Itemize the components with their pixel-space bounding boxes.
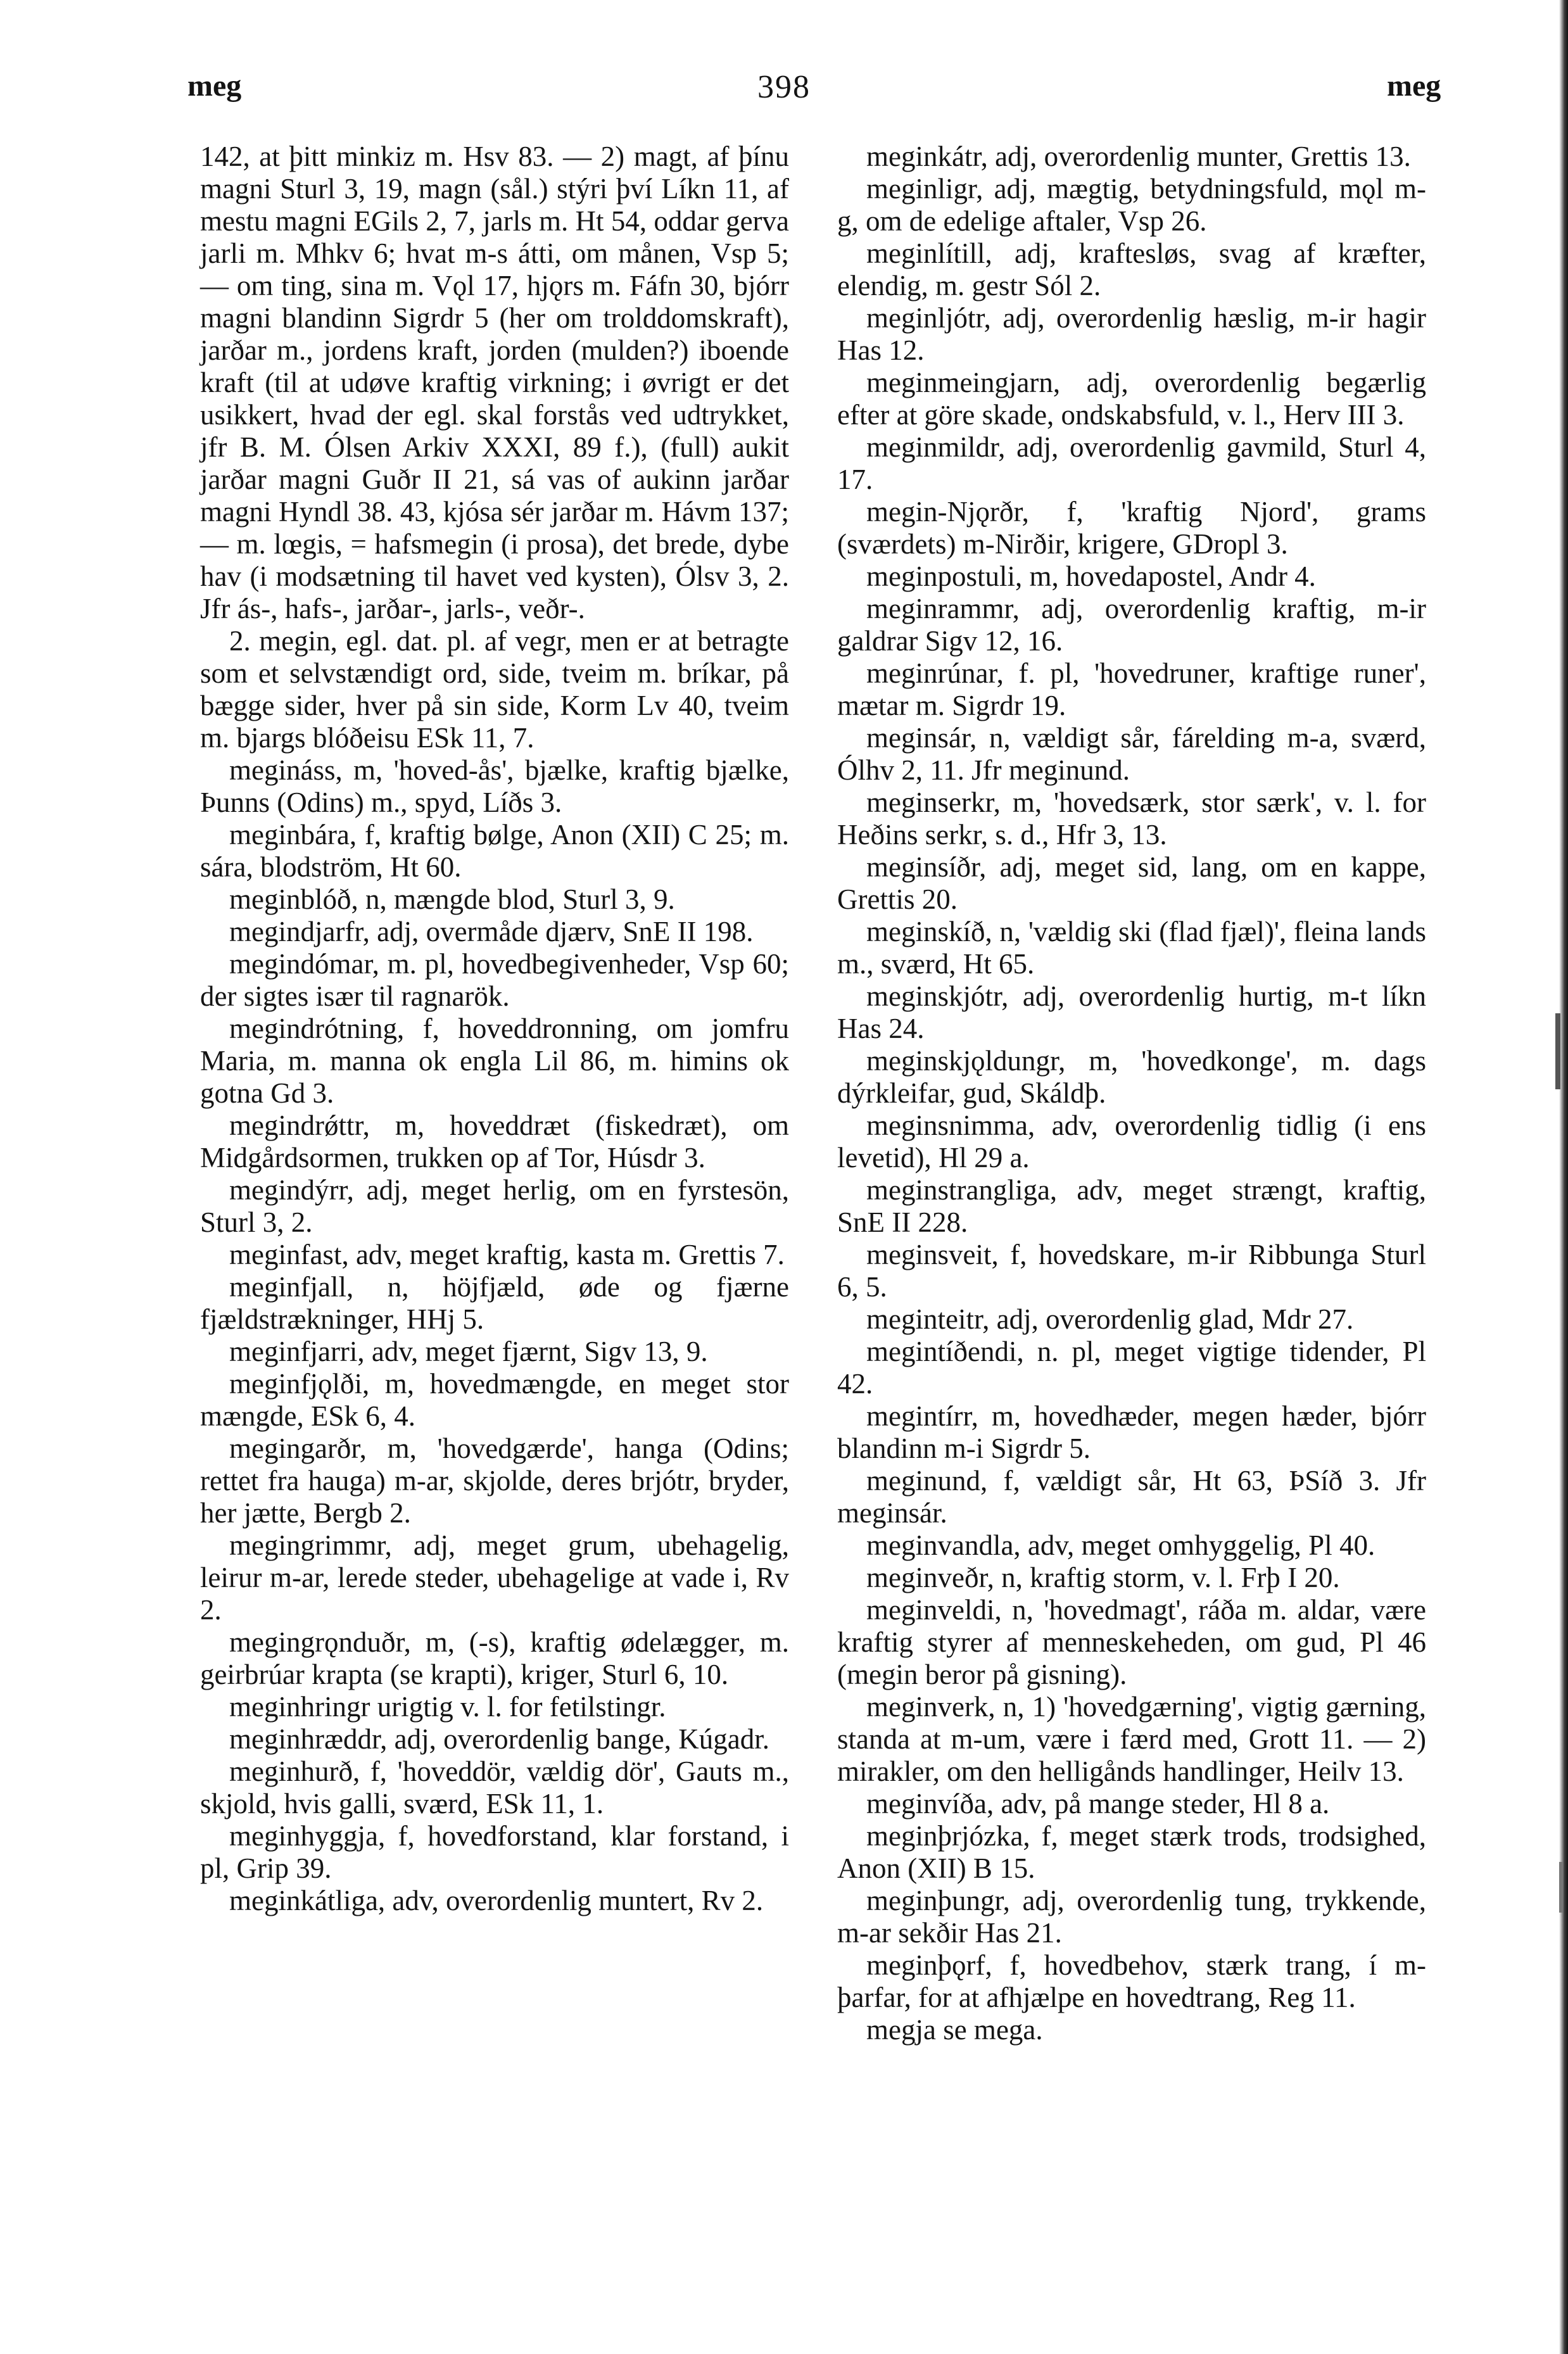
dictionary-entry: meginhurð, f, 'hoveddör, vældig dör', Gauts m., skjold, hvis galli, sværd, ESk 11, 1. xyxy=(200,1756,789,1819)
dictionary-entry: megintírr, m, hovedhæder, megen hæder, bjórr blandinn m-i Sigrdr 5. xyxy=(837,1400,1426,1464)
dictionary-entry: meginskjǫldungr, m, 'hovedkonge', m. dags dýrkleifar, gud, Skáldþ. xyxy=(837,1045,1426,1109)
dictionary-entry: meginsnimma, adv, overordenlig tidlig (i ens levetid), Hl 29 a. xyxy=(837,1110,1426,1174)
dictionary-entry: megintíðendi, n. pl, meget vigtige tidender, Pl 42. xyxy=(837,1336,1426,1400)
dictionary-entry: megindjarfr, adj, overmåde djærv, SnE II 198. xyxy=(229,916,754,947)
dictionary-entry: meginrammr, adj, overordenlig kraftig, m-ir galdrar Sigv 12, 16. xyxy=(837,593,1426,657)
scan-edge-mark xyxy=(1559,1862,1563,1913)
scan-edge-mark xyxy=(1555,1013,1560,1089)
dictionary-entry: meginveldi, n, 'hovedmagt', ráða m. aldar, være kraftig styrer af menneskeheden, om gud, Pl 46 (megin beror på gisning). xyxy=(837,1594,1426,1690)
dictionary-entry: meginstrangliga, adv, meget strængt, kraftig, SnE II 228. xyxy=(837,1174,1426,1238)
dictionary-entry: megindrótning, f, hoveddronning, om jomfru Maria, m. manna ok engla Lil 86, m. himins ok gotna Gd 3. xyxy=(200,1013,789,1109)
dictionary-entry: megingrimmr, adj, meget grum, ubehagelig, leirur m-ar, lerede steder, ubehagelige at vade i, Rv 2. xyxy=(200,1529,789,1626)
dictionary-entry: meginligr, adj, mægtig, betydningsfuld, mǫl m-g, om de edelige aftaler, Vsp 26. xyxy=(837,173,1426,237)
dictionary-entry: meginvíða, adv, på mange steder, Hl 8 a. xyxy=(866,1788,1330,1819)
dictionary-entry: megingrǫnduðr, m, (-s), kraftig ødelægger, m. geirbrúar krapta (se krapti), kriger, Sturl 6, 10. xyxy=(200,1626,789,1690)
dictionary-entry: meginljótr, adj, overordenlig hæslig, m-ir hagir Has 12. xyxy=(837,302,1426,366)
dictionary-entry: meginhyggja, f, hovedforstand, klar forstand, i pl, Grip 39. xyxy=(200,1820,789,1884)
dictionary-entry: meginmildr, adj, overordenlig gavmild, Sturl 4, 17. xyxy=(837,431,1426,495)
dictionary-entry: meginserkr, m, 'hovedsærk, stor særk', v. l. for Heðins serkr, s. d., Hfr 3, 13. xyxy=(837,787,1426,851)
dictionary-entry: meginfjǫlði, m, hovedmængde, en meget stor mængde, ESk 6, 4. xyxy=(200,1368,789,1432)
page-number: 398 xyxy=(757,69,811,105)
dictionary-entry: meginund, f, vældigt sår, Ht 63, ÞSíð 3. Jfr meginsár. xyxy=(837,1465,1426,1529)
dictionary-entry: meginfjall, n, höjfjæld, øde og fjærne fjældstrækninger, HHj 5. xyxy=(200,1271,789,1335)
dictionary-entry: meginverk, n, 1) 'hovedgærning', vigtig gærning, standa at m-um, være i færd med, Grott 11. — 2) mirakler, om den helligånds handlinger, Heilv 13. xyxy=(837,1691,1426,1787)
dictionary-entry: megindómar, m. pl, hovedbegivenheder, Vsp 60; der sigtes især til ragnarök. xyxy=(200,948,789,1012)
dictionary-entry: meginpostuli, m, hovedapostel, Andr 4. xyxy=(866,560,1316,592)
dictionary-entry: meginrúnar, f. pl, 'hovedruner, kraftige runer', mætar m. Sigrdr 19. xyxy=(837,657,1426,721)
right-column xyxy=(837,141,1426,2046)
dictionary-entry: meginþungr, adj, overordenlig tung, trykkende, m-ar sekðir Has 21. xyxy=(837,1885,1426,1949)
dictionary-entry: megindýrr, adj, meget herlig, om en fyrstesön, Sturl 3, 2. xyxy=(200,1174,789,1238)
dictionary-entry: megindrǿttr, m, hoveddræt (fiskedræt), om Midgårdsormen, trukken op af Tor, Húsdr 3. xyxy=(200,1110,789,1174)
dictionary-entry: meginlítill, adj, kraftesløs, svag af kræfter, elendig, m. gestr Sól 2. xyxy=(837,237,1426,301)
dictionary-entry: megingarðr, m, 'hovedgærde', hanga (Odins; rettet fra hauga) m-ar, skjolde, deres brjótr, bryder, her jætte, Bergb 2. xyxy=(200,1433,789,1529)
right-running-headword: meg xyxy=(1387,69,1441,103)
dictionary-entry: megin-Njǫrðr, f, 'kraftig Njord', grams (sværdets) m-Nirðir, krigere, GDropl 3. xyxy=(837,496,1426,560)
dictionary-entry: meginveðr, n, kraftig storm, v. l. Frþ I 20. xyxy=(866,1562,1340,1593)
dictionary-entry: meginhringr urigtig v. l. for fetilstingr. xyxy=(229,1691,666,1723)
scan-page-edge xyxy=(1559,0,1568,2354)
entry-continuation: 142, at þitt minkiz m. Hsv 83. — 2) magt, af þínu magni Sturl 3, 19, magn (sål.) stýri því Líkn 11, af mestu magni EGils 2, 7, jarls m. Ht 54, oddar gerva jarli m. Mhkv 6; hvat m-s átti, om månen, Vsp 5; — om ting, sina m. Vǫl 17, hjǫrs m. Fáfn 30, bjórr magni blandinn Sigrdr 5 (her om trolddomskraft), jarðar m., jordens kraft, jorden (mulden?) iboende kraft (til at udøve kraftig virkning; i øvrigt er det usikkert, hvad der egl. skal forstås ved udtrykket, jfr B. M. Ólsen Arkiv XXXI, 89 f.), (full) aukit jarðar magni Guðr II 21, sá vas of aukinn jarðar magni Hyndl 38. 43, kjósa sér jarðar m. Hávm 137; — m. lœgis, = hafsmegin (i prosa), det brede, dybe hav (i modsætning til havet ved kysten), Ólsv 3, 2. Jfr ás-, hafs-, jarðar-, jarls-, veðr-. xyxy=(200,141,789,624)
dictionary-entry: meginteitr, adj, overordenlig glad, Mdr 27. xyxy=(866,1303,1354,1335)
dictionary-entry: meginsár, n, vældigt sår, fárelding m-a, sværd, Ólhv 2, 11. Jfr meginund. xyxy=(837,722,1426,786)
dictionary-entry: meginblóð, n, mængde blod, Sturl 3, 9. xyxy=(229,883,675,915)
dictionary-entry: meginfjarri, adv, meget fjærnt, Sigv 13, 9. xyxy=(229,1336,708,1367)
left-running-headword: meg xyxy=(187,69,242,103)
dictionary-entry: megináss, m, 'hoved-ås', bjælke, kraftig bjælke, Þunns (Odins) m., spyd, Líðs 3. xyxy=(200,754,789,818)
dictionary-entry: meginskíð, n, 'vældig ski (flad fjæl)', fleina lands m., sværd, Ht 65. xyxy=(837,916,1426,980)
dictionary-entry: meginkátr, adj, overordenlig munter, Grettis 13. xyxy=(866,141,1411,172)
dictionary-entry: meginbára, f, kraftig bølge, Anon (XII) C 25; m. sára, blodström, Ht 60. xyxy=(200,819,789,883)
dictionary-entry: meginþrjózka, f, meget stærk trods, trodsighed, Anon (XII) B 15. xyxy=(837,1820,1426,1884)
dictionary-entry: meginþǫrf, f, hovedbehov, stærk trang, í m-þarfar, for at afhjælpe en hovedtrang, Reg 11. xyxy=(837,1949,1426,2013)
dictionary-entry: meginkátliga, adv, overordenlig muntert, Rv 2. xyxy=(229,1885,764,1916)
dictionary-entry: megja se mega. xyxy=(866,2014,1043,2046)
page-header xyxy=(0,68,1568,119)
dictionary-entry: meginsíðr, adj, meget sid, lang, om en kappe, Grettis 20. xyxy=(837,851,1426,915)
dictionary-entry: meginsveit, f, hovedskare, m-ir Ribbunga Sturl 6, 5. xyxy=(837,1239,1426,1303)
dictionary-entry: meginfast, adv, meget kraftig, kasta m. Grettis 7. xyxy=(229,1239,785,1270)
dictionary-entry: meginvandla, adv, meget omhyggelig, Pl 40. xyxy=(866,1529,1375,1561)
dictionary-entry: meginmeingjarn, adj, overordenlig begærlig efter at göre skade, ondskabsfuld, v. l., Herv III 3. xyxy=(837,367,1426,431)
dictionary-entry: meginhræddr, adj, overordenlig bange, Kúgadr. xyxy=(229,1723,769,1755)
dictionary-entry: meginskjótr, adj, overordenlig hurtig, m-t líkn Has 24. xyxy=(837,980,1426,1044)
dictionary-entry: 2. megin, egl. dat. pl. af vegr, men er at betragte som et selvstændigt ord, side, tveim m. bríkar, på bægge sider, hver på sin side, Korm Lv 40, tveim m. bjargs blóðeisu ESk 11, 7. xyxy=(200,625,789,754)
left-column xyxy=(200,141,789,1917)
